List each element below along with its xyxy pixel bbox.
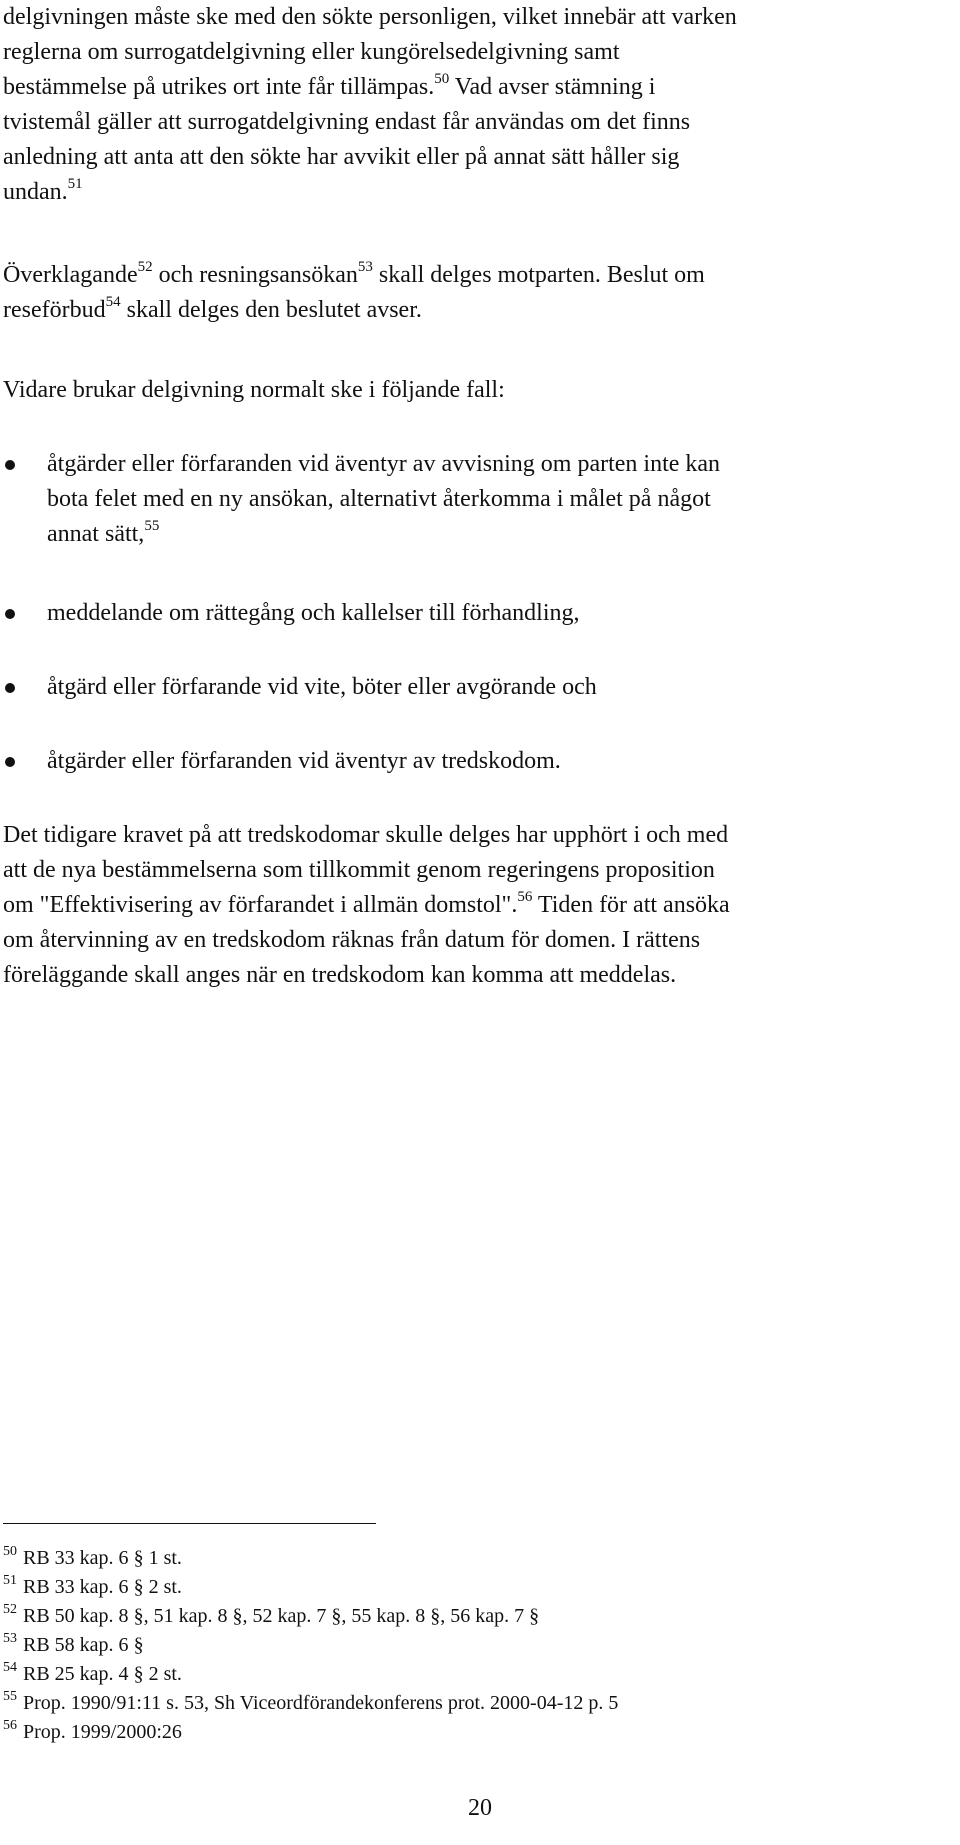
text-span: skall delges motparten. Beslut om xyxy=(372,262,705,288)
footnote-ref-53[interactable]: 53 xyxy=(357,259,373,275)
bullet-icon xyxy=(5,757,15,767)
footnote-number: 56 xyxy=(3,1718,17,1733)
text-span: annat sätt, xyxy=(47,521,145,547)
footnote-number: 52 xyxy=(3,1602,17,1617)
footnote-54 xyxy=(3,1661,182,1687)
section-sign: § xyxy=(133,1547,144,1569)
text-span: bestämmelse på utrikes ort inte får tillämpas. xyxy=(3,74,435,100)
text-span: RB 33 kap. 6 xyxy=(23,1547,134,1569)
footnote-52 xyxy=(3,1603,539,1629)
paragraph-vidare xyxy=(3,373,953,408)
section-sign: § xyxy=(133,1634,144,1656)
text-line xyxy=(3,175,953,210)
text-span: , 56 kap. 7 xyxy=(440,1605,530,1627)
bullet-text xyxy=(47,596,947,631)
footnote-51 xyxy=(3,1574,182,1600)
text-line: reglerna om surrogatdelgivning eller kungörelsedelgivning samt xyxy=(3,39,620,65)
paragraph-overklagande xyxy=(3,258,953,328)
page-number: 20 xyxy=(468,1795,492,1821)
text-span: RB 58 kap. 6 xyxy=(23,1634,134,1656)
section-sign: § xyxy=(133,1605,144,1627)
paragraph-delgivning-personligen xyxy=(3,0,953,210)
text-span: , 55 kap. 8 xyxy=(341,1605,431,1627)
text-line: att de nya bestämmelserna som tillkommit genom regeringens proposition xyxy=(3,857,715,883)
text-line: åtgärder eller förfaranden vid äventyr av avvisning om parten inte kan xyxy=(47,451,721,477)
text-span: RB 25 kap. 4 xyxy=(23,1663,134,1685)
text-line: delgivningen måste ske med den sökte personligen, vilket innebär att varken xyxy=(3,4,737,30)
text-span: RB 50 kap. 8 xyxy=(23,1605,134,1627)
footnote-53 xyxy=(3,1632,144,1658)
footnote-55 xyxy=(3,1690,618,1716)
text-span: Prop. 1990/91:11 s. 53, Sh Viceordförandekonferens prot. 2000-04-12 p. 5 xyxy=(23,1692,619,1714)
footnote-ref-52[interactable]: 52 xyxy=(137,259,153,275)
text-line: tvistemål gäller att surrogatdelgivning endast får användas om det finns xyxy=(3,109,691,135)
footnote-ref-54[interactable]: 54 xyxy=(105,294,121,310)
text-span: reseförbud xyxy=(3,297,106,323)
text-line: föreläggande skall anges när en tredskodom kan komma att meddelas. xyxy=(3,962,677,988)
text-span: 2 st. xyxy=(143,1576,182,1598)
text-span: och resningsansökan xyxy=(152,262,358,288)
text-line xyxy=(3,258,953,293)
section-sign: § xyxy=(232,1605,243,1627)
bullet-icon xyxy=(5,460,15,470)
bullet-text xyxy=(47,447,947,552)
footnote-number: 54 xyxy=(3,1660,17,1675)
text-line: åtgärder eller förfaranden vid äventyr av tredskodom. xyxy=(47,748,561,774)
section-sign: § xyxy=(133,1663,144,1685)
footnote-56 xyxy=(3,1719,182,1745)
text-span: Överklagande xyxy=(3,262,138,288)
text-line: om återvinning av en tredskodom räknas från datum för domen. I rättens xyxy=(3,927,701,953)
footnote-ref-51[interactable]: 51 xyxy=(67,176,83,192)
text-span: skall delges den beslutet avser. xyxy=(120,297,422,323)
footnote-number: 50 xyxy=(3,1544,17,1559)
text-line: meddelande om rättegång och kallelser till förhandling, xyxy=(47,600,580,626)
text-span: Prop. 1999/2000:26 xyxy=(23,1721,182,1743)
footnote-ref-56[interactable]: 56 xyxy=(517,889,533,905)
bullet-icon xyxy=(5,609,15,619)
text-line xyxy=(47,517,947,552)
text-line xyxy=(3,70,953,105)
text-span: Vad avser stämning i xyxy=(449,74,656,100)
text-line xyxy=(3,888,953,923)
text-span: 2 st. xyxy=(143,1663,182,1685)
text-span: , 51 kap. 8 xyxy=(143,1605,233,1627)
text-span: , 52 kap. 7 xyxy=(242,1605,332,1627)
bullet-icon xyxy=(5,683,15,693)
section-sign: § xyxy=(430,1605,441,1627)
footnote-50 xyxy=(3,1545,182,1571)
text-span: undan. xyxy=(3,179,68,205)
footnote-ref-55[interactable]: 55 xyxy=(144,518,160,534)
footnote-ref-50[interactable]: 50 xyxy=(434,71,450,87)
bullet-text xyxy=(47,670,947,705)
text-line xyxy=(3,293,953,328)
bullet-text xyxy=(47,744,947,779)
section-sign: § xyxy=(133,1576,144,1598)
text-span: RB 33 kap. 6 xyxy=(23,1576,134,1598)
text-line: bota felet med en ny ansökan, alternativt återkomma i målet på något xyxy=(47,486,711,512)
footnote-separator xyxy=(3,1523,376,1524)
text-span: Tiden för att ansöka xyxy=(532,892,730,918)
text-line: åtgärd eller förfarande vid vite, böter eller avgörande och xyxy=(47,674,597,700)
text-line: anledning att anta att den sökte har avvikit eller på annat sätt håller sig xyxy=(3,144,680,170)
footnote-number: 53 xyxy=(3,1631,17,1646)
section-sign: § xyxy=(529,1605,540,1627)
text-line: Vidare brukar delgivning normalt ske i följande fall: xyxy=(3,377,505,403)
section-sign: § xyxy=(331,1605,342,1627)
text-span: 1 st. xyxy=(143,1547,182,1569)
footnote-number: 55 xyxy=(3,1689,17,1704)
text-span: om "Effektivisering av förfarandet i allmän domstol". xyxy=(3,892,518,918)
paragraph-tidigare-kravet xyxy=(3,818,953,993)
text-line: Det tidigare kravet på att tredskodomar skulle delges har upphört i och med xyxy=(3,822,729,848)
footnote-number: 51 xyxy=(3,1573,17,1588)
